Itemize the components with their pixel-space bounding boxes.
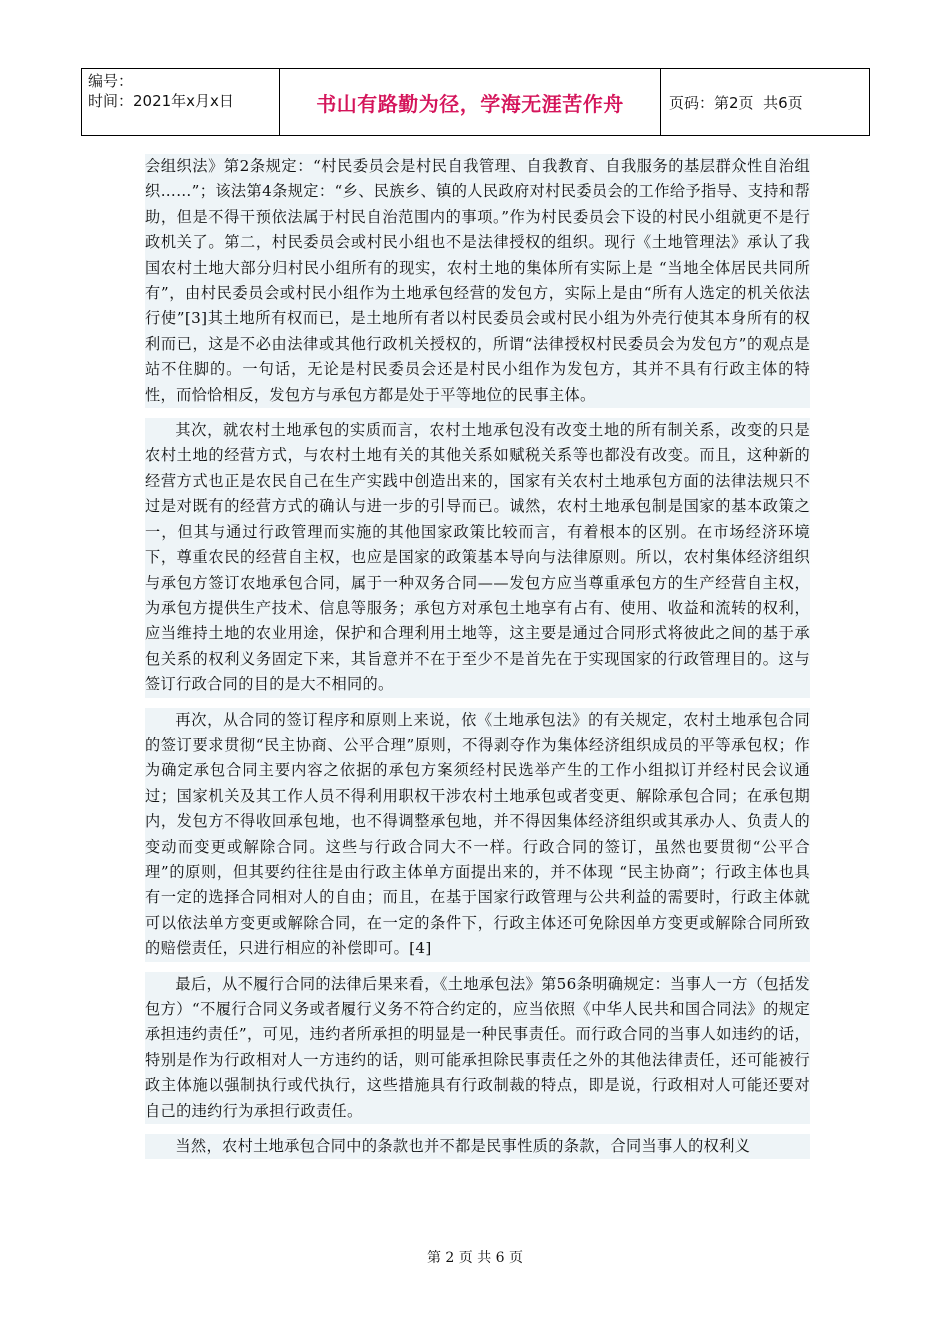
document-time-label: 时间：2021年x月x日 bbox=[88, 92, 234, 110]
body-paragraph-2: 其次，就农村土地承包的实质而言，农村土地承包没有改变土地的所有制关系，改变的只是农村土地的经营方式，与农村土地有关的其他关系如赋税关系等也都没有改变。而且，这种新的经营方式也正是农民自己在生产实践中创造出来的，国家有关农村土地承包方面的法律法规只不过是对既有的经营方式的确认与进一步的引导而已。诚然，农村土地承包制是国家的基本政策之一，但其与通过行政管理而实施的其他国家政策比较而言，有着根本的区别。在市场经济环境下，尊重农民的经营自主权，也应是国家的政策基本导向与法律原则。所以，农村集体经济组织与承包方签订农地承包合同，属于一种双务合同——发包方应当尊重承包方的生产经营自主权，为承包方提供生产技术、信息等服务；承包方对承包土地享有占有、使用、收益和流转的权利，应当维持土地的农业用途，保护和合理利用土地等，这主要是通过合同形式将彼此之间的基于承包关系的权利义务固定下来，其旨意并不在于至少不是首先在于实现国家的行政管理目的。这与签订行政合同的目的是大不相同的。 bbox=[145, 418, 810, 697]
body-paragraph-4: 最后，从不履行合同的法律后果来看，《土地承包法》第56条明确规定：当事人一方（包括发包方）“不履行合同义务或者履行义务不符合约定的，应当依照《中华人民共和国合同法》的规定承担违约责任”，可见，违约者所承担的明显是一种民事责任。而行政合同的当事人如违约的话，特别是作为行政相对人一方违约的话，则可能承担除民事责任之外的其他法律责任，还可能被行政主体施以强制执行或代执行，这些措施具有行政制裁的特点，即是说，行政相对人可能还要对自己的违约行为承担行政责任。 bbox=[145, 972, 810, 1124]
body-paragraph-1: 会组织法》第2条规定：“村民委员会是村民自我管理、自我教育、自我服务的基层群众性自治组织……”；该法第4条规定：“乡、民族乡、镇的人民政府对村民委员会的工作给予指导、支持和帮助，但是不得干预依法属于村民自治范围内的事项。”作为村民委员会下设的村民小组就更不是行政机关了。第二，村民委员会或村民小组也不是法律授权的组织。现行《土地管理法》承认了我国农村土地大部分归村民小组所有的现实，农村土地的集体所有实际上是 “当地全体居民共同所有”，由村民委员会或村民小组作为土地承包经营的发包方，实际上是由“所有人选定的机关依法行使”[3]其土地所有权而已，是土地所有者以村民委员会或村民小组为外壳行使其本身所有的权利而已，这是不必由法律或其他行政机关授权的，所谓“法律授权村民委员会为发包方”的观点是站不住脚的。一句话，无论是村民委员会还是村民小组作为发包方，其并不具有行政主体的特性，而恰恰相反，发包方与承包方都是处于平等地位的民事主体。 bbox=[145, 154, 810, 408]
body-paragraph-3: 再次，从合同的签订程序和原则上来说，依《土地承包法》的有关规定，农村土地承包合同的签订要求贯彻“民主协商、公平合理”原则，不得剥夺作为集体经济组织成员的平等承包权；作为确定承包合同主要内容之依据的承包方案须经村民选举产生的工作小组拟订并经村民会议通过；国家机关及其工作人员不得利用职权干涉农村土地承包或者变更、解除承包合同；在承包期内，发包方不得收回承包地，也不得调整承包地，并不得因集体经济组织或其承办人、负责人的变动而变更或解除合同。这些与行政合同大不一样。行政合同的签订，虽然也要贯彻“公平合理”的原则，但其要约往往是由行政主体单方面提出来的，并不体现 “民主协商”；行政主体也具有一定的选择合同相对人的自由；而且，在基于国家行政管理与公共利益的需要时，行政主体就可以依法单方变更或解除合同，在一定的条件下，行政主体还可免除因单方变更或解除合同所致的赔偿责任，只进行相应的补偿即可。[4] bbox=[145, 708, 810, 962]
document-body bbox=[145, 154, 810, 1169]
header-page-label: 页码：第2页 共6页 bbox=[669, 93, 803, 112]
page-footer: 第 2 页 共 6 页 bbox=[426, 1250, 524, 1266]
header-motto-cell bbox=[280, 69, 661, 135]
document-header bbox=[81, 68, 870, 136]
header-page-cell bbox=[661, 69, 869, 135]
header-motto: 书山有路勤为径，学海无涯苦作舟 bbox=[316, 91, 624, 116]
body-paragraph-5: 当然，农村土地承包合同中的条款也并不都是民事性质的条款，合同当事人的权利义 bbox=[145, 1134, 810, 1159]
header-meta-cell bbox=[82, 69, 280, 135]
document-number-label: 编号： bbox=[88, 72, 134, 90]
